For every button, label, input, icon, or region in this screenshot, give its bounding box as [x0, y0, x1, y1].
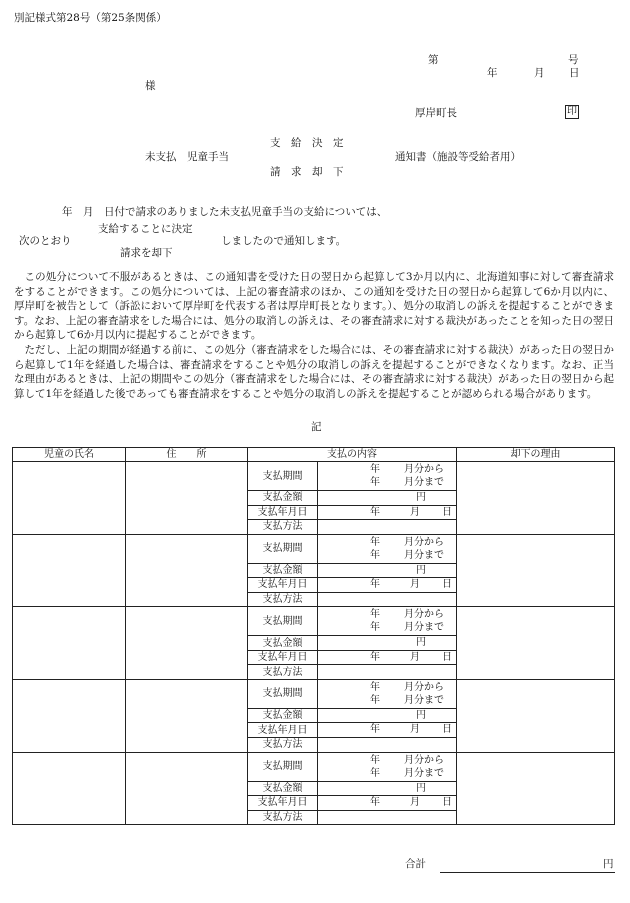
- rejection-reason-cell[interactable]: [457, 534, 615, 607]
- address-cell[interactable]: [126, 607, 248, 680]
- period-to-month: 月分まで: [404, 622, 444, 634]
- period-value[interactable]: [318, 462, 456, 490]
- appeal-paragraph-1: この処分について不服があるときは、この通知書を受けた日の翌日から起算して3か月以内に、北海道知事に対して審査請求をすることができます。この処分については、上記の審査請求のほか、この通知を受けた日の翌日から起算して6か月以内に、厚岸町を被告として（訴訟において厚岸町を代表する者は厚岸町長となります。）、処分の取消しの訴えを提起することができます。なお、上記の審査請求をした場合には、処分の取消しの訴えは、その審査請求に対する裁決があったことを知った日の翌日から起算して6か月以内に提起することができます。: [14, 271, 614, 342]
- date-month-mark: 月: [410, 651, 420, 663]
- amount-yen: 円: [416, 782, 426, 794]
- total-amount-line: [440, 872, 615, 873]
- period-from-year: 年: [370, 754, 380, 766]
- period-label: 支払期間: [248, 752, 318, 781]
- header-address: 住 所: [126, 448, 248, 462]
- table-row: [13, 462, 615, 491]
- amount-value[interactable]: [318, 708, 457, 723]
- amount-value[interactable]: [318, 636, 457, 651]
- title-option-shikyu: 支 給 決 定: [270, 137, 344, 149]
- date-month-mark: 月: [410, 797, 420, 809]
- address-cell[interactable]: [126, 534, 248, 607]
- method-label: 支払方法: [248, 738, 318, 753]
- method-value[interactable]: [318, 738, 457, 753]
- date-day-mark: 日: [442, 651, 452, 663]
- period-to-month: 月分まで: [404, 694, 444, 706]
- period-to-year: 年: [370, 622, 380, 634]
- address-cell[interactable]: [126, 752, 248, 825]
- amount-label: 支払金額: [248, 563, 318, 578]
- amount-label: 支払金額: [248, 781, 318, 796]
- amount-yen: 円: [416, 637, 426, 649]
- table-row: [13, 607, 615, 636]
- form-number: 別記様式第28号（第25条関係）: [14, 12, 167, 24]
- period-from-year: 年: [370, 464, 380, 475]
- date-value[interactable]: [318, 505, 457, 520]
- title-left: 未支払 児童手当: [145, 151, 229, 163]
- notice-prefix: 次のとおり: [19, 235, 72, 247]
- header-child-name: 児童の氏名: [13, 448, 126, 462]
- date-value[interactable]: [318, 723, 457, 738]
- rejection-reason-cell[interactable]: [457, 462, 615, 535]
- notice-option-b: 請求を却下: [120, 247, 173, 259]
- method-label: 支払方法: [248, 665, 318, 680]
- amount-value[interactable]: [318, 781, 457, 796]
- date-label: 支払年月日: [248, 723, 318, 738]
- method-value[interactable]: [318, 520, 457, 535]
- child-name-cell[interactable]: [13, 462, 126, 535]
- method-value[interactable]: [318, 665, 457, 680]
- appeal-instructions: [14, 270, 614, 401]
- period-to-year: 年: [370, 694, 380, 706]
- date-day: 日: [569, 67, 580, 79]
- child-name-cell[interactable]: [13, 534, 126, 607]
- rejection-reason-cell[interactable]: [457, 752, 615, 825]
- number-dai: 第: [428, 54, 439, 66]
- date-day-mark: 日: [442, 797, 452, 809]
- period-from-month: 月分から: [404, 754, 444, 766]
- period-from-month: 月分から: [404, 681, 444, 693]
- period-value[interactable]: [318, 680, 456, 708]
- date-day-mark: 日: [442, 579, 452, 591]
- date-label: 支払年月日: [248, 796, 318, 811]
- period-value[interactable]: [318, 753, 456, 781]
- method-value[interactable]: [318, 592, 457, 607]
- method-label: 支払方法: [248, 810, 318, 825]
- total-label: 合計: [405, 858, 426, 870]
- table-row: [13, 679, 615, 708]
- total-unit: 円: [603, 858, 614, 870]
- amount-yen: 円: [416, 709, 426, 721]
- period-label: 支払期間: [248, 679, 318, 708]
- address-cell[interactable]: [126, 679, 248, 752]
- period-value[interactable]: [318, 535, 456, 563]
- child-name-cell[interactable]: [13, 607, 126, 680]
- payment-table: [12, 447, 615, 825]
- period-value[interactable]: [318, 607, 456, 635]
- period-from-year: 年: [370, 681, 380, 693]
- period-to-year: 年: [370, 549, 380, 561]
- date-year-mark: 年: [370, 724, 380, 736]
- date-month: 月: [534, 67, 545, 79]
- table-row: [13, 534, 615, 563]
- amount-label: 支払金額: [248, 491, 318, 506]
- method-label: 支払方法: [248, 520, 318, 535]
- child-name-cell[interactable]: [13, 679, 126, 752]
- notice-suffix: しましたので通知します。: [221, 235, 347, 247]
- period-to-year: 年: [370, 767, 380, 779]
- date-value[interactable]: [318, 578, 457, 593]
- header-payment-content: 支払の内容: [248, 448, 457, 462]
- date-day-mark: 日: [442, 724, 452, 736]
- mayor-title: 厚岸町長: [415, 107, 457, 119]
- child-name-cell[interactable]: [13, 752, 126, 825]
- number-go: 号: [568, 54, 579, 66]
- period-from-month: 月分から: [404, 609, 444, 621]
- ki-heading: 記: [311, 421, 322, 433]
- notice-line1: 年 月 日付で請求のありました未支払児童手当の支給については、: [62, 206, 388, 218]
- date-year-mark: 年: [370, 797, 380, 809]
- date-year-mark: 年: [370, 651, 380, 663]
- header-rejection-reason: 却下の理由: [457, 448, 615, 462]
- amount-yen: 円: [416, 564, 426, 576]
- title-option-kyakka: 請 求 却 下: [270, 166, 344, 178]
- table-row: [13, 752, 615, 781]
- rejection-reason-cell[interactable]: [457, 679, 615, 752]
- date-year-mark: 年: [370, 579, 380, 591]
- date-year: 年: [487, 67, 498, 79]
- method-value[interactable]: [318, 810, 457, 825]
- official-seal-mark: 印: [567, 106, 577, 117]
- date-label: 支払年月日: [248, 650, 318, 665]
- amount-label: 支払金額: [248, 708, 318, 723]
- period-to-year: 年: [370, 477, 380, 488]
- date-label: 支払年月日: [248, 578, 318, 593]
- date-value[interactable]: [318, 796, 457, 811]
- period-label: 支払期間: [248, 462, 318, 491]
- period-to-month: 月分まで: [404, 477, 444, 488]
- appeal-paragraph-2: ただし、上記の期間が経過する前に、この処分（審査請求をした場合には、その審査請求に対する裁決）があった日の翌日から起算して1年を経過した場合は、審査請求をすることや処分の取消しの訴えを提起することができなくなります。なお、正当な理由があるときは、上記の期間やこの処分（審査請求をした場合には、その審査請求に対する裁決）があった日の翌日から起算して1年を経過した後であっても審査請求をすることや処分の取消しの訴えを提起することが認められる場合があります。: [14, 343, 614, 400]
- period-to-month: 月分まで: [404, 767, 444, 779]
- period-label: 支払期間: [248, 534, 318, 563]
- table-header-row: [13, 448, 615, 462]
- period-from-month: 月分から: [404, 536, 444, 548]
- notice-option-a: 支給することに決定: [98, 223, 193, 235]
- date-day-mark: 日: [442, 506, 452, 518]
- period-to-month: 月分まで: [404, 549, 444, 561]
- date-value[interactable]: [318, 650, 457, 665]
- amount-value[interactable]: [318, 491, 457, 506]
- date-label: 支払年月日: [248, 505, 318, 520]
- title-right: 通知書（施設等受給者用）: [395, 151, 521, 163]
- period-label: 支払期間: [248, 607, 318, 636]
- period-from-month: 月分から: [404, 464, 444, 475]
- period-from-year: 年: [370, 536, 380, 548]
- date-month-mark: 月: [410, 579, 420, 591]
- amount-label: 支払金額: [248, 636, 318, 651]
- rejection-reason-cell[interactable]: [457, 607, 615, 680]
- amount-yen: 円: [416, 492, 426, 503]
- method-label: 支払方法: [248, 592, 318, 607]
- date-year-mark: 年: [370, 506, 380, 518]
- date-month-mark: 月: [410, 506, 420, 518]
- address-cell[interactable]: [126, 462, 248, 535]
- amount-value[interactable]: [318, 563, 457, 578]
- period-from-year: 年: [370, 609, 380, 621]
- addressee-sama: 様: [145, 80, 156, 92]
- date-month-mark: 月: [410, 724, 420, 736]
